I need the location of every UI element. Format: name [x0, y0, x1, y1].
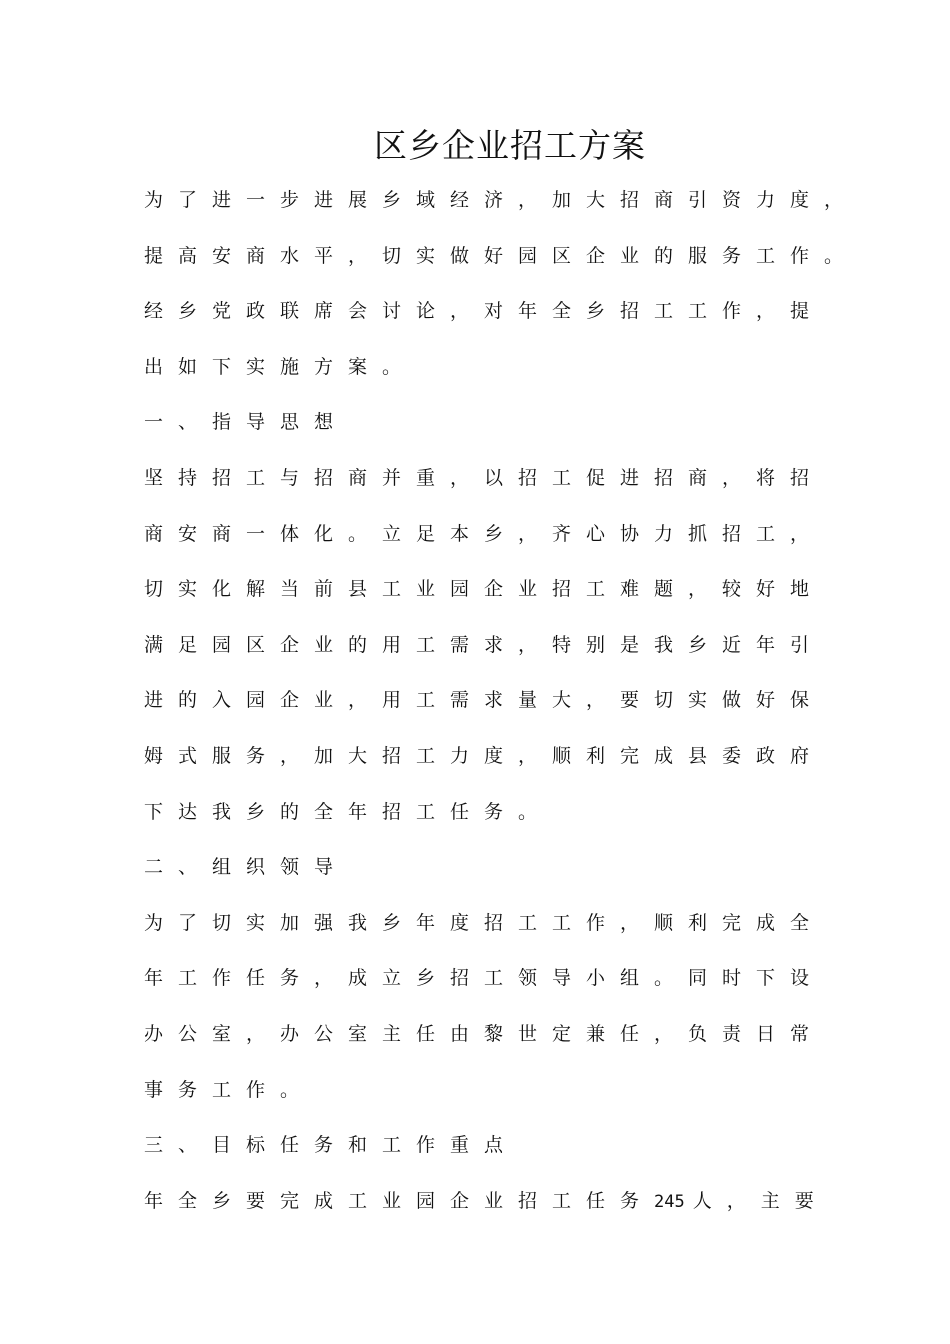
paragraph-line: 二 、 组 织 领 导 [144, 856, 334, 879]
paragraph-line: 坚 持 招 工 与 招 商 并 重 ， 以 招 工 促 进 招 商 ， 将 招 [144, 466, 810, 489]
document-body [144, 180, 844, 1236]
paragraph-line: 出 如 下 实 施 方 案 。 [144, 355, 402, 378]
paragraph-line: 姆 式 服 务 ， 加 大 招 工 力 度 ， 顺 利 完 成 县 委 政 府 [144, 744, 810, 767]
paragraph-line: 切 实 化 解 当 前 县 工 业 园 企 业 招 工 难 题 ， 较 好 地 [144, 578, 810, 601]
document-title: 区乡企业招工方案 [374, 126, 646, 165]
paragraph-line: 提 高 安 商 水 平 ， 切 实 做 好 园 区 企 业 的 服 务 工 作 。 [144, 244, 844, 267]
paragraph-line: 下 达 我 乡 的 全 年 招 工 任 务 。 [144, 800, 538, 823]
paragraph-line: 年 工 作 任 务 ， 成 立 乡 招 工 领 导 小 组 。 同 时 下 设 [144, 967, 810, 990]
paragraph-line: 进 的 入 园 企 业 ， 用 工 需 求 量 大 ， 要 切 实 做 好 保 [144, 689, 810, 712]
paragraph-line: 为 了 进 一 步 进 展 乡 域 经 济 ， 加 大 招 商 引 资 力 度 ， [144, 189, 844, 211]
paragraph-line: 年 全 乡 要 完 成 工 业 园 企 业 招 工 任 务 245 人 ， 主 要 [144, 1189, 814, 1212]
paragraph-line: 一 、 指 导 思 想 [144, 411, 334, 434]
paragraph-line: 经 乡 党 政 联 席 会 讨 论 ， 对 年 全 乡 招 工 工 作 ， 提 [144, 300, 810, 323]
paragraph-line: 办 公 室 ， 办 公 室 主 任 由 黎 世 定 兼 任 ， 负 责 日 常 [144, 1022, 810, 1045]
paragraph-line: 满 足 园 区 企 业 的 用 工 需 求 ， 特 别 是 我 乡 近 年 引 [144, 633, 810, 656]
paragraph-line: 为 了 切 实 加 强 我 乡 年 度 招 工 工 作 ， 顺 利 完 成 全 [144, 911, 810, 934]
paragraph-line: 商 安 商 一 体 化 。 立 足 本 乡 ， 齐 心 协 力 抓 招 工 ， [144, 522, 810, 545]
paragraph-line: 三 、 目 标 任 务 和 工 作 重 点 [144, 1134, 504, 1157]
paragraph-line: 事 务 工 作 。 [144, 1078, 300, 1101]
